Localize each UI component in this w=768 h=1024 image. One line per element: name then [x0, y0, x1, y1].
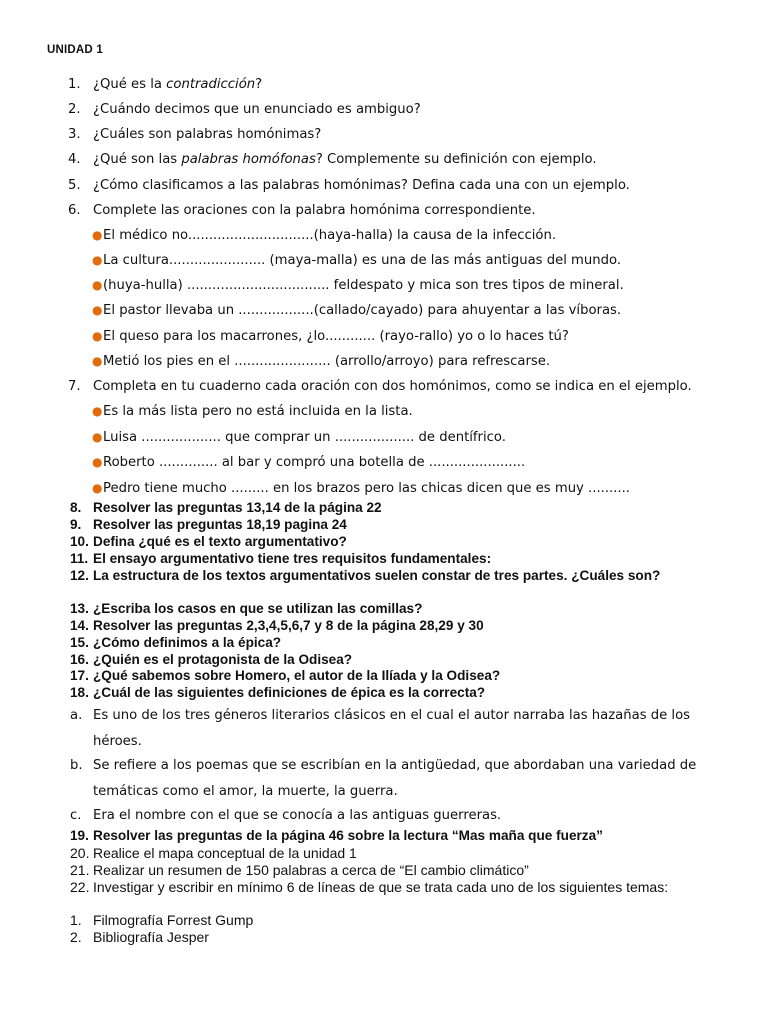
question-number: 12. — [70, 568, 89, 583]
question-text: ¿Escriba los casos en que se utilizan las comillas? — [93, 601, 423, 616]
question-number: 21. — [70, 862, 90, 878]
question-number: 4. — [68, 152, 81, 167]
list-item: ● Metió los pies en el ....................... (arrollo/arroyo) para refrescarse. — [92, 349, 752, 374]
list-item: ● Pedro tiene mucho ......... en los brazos pero las chicas dicen que es muy .......... — [92, 476, 752, 501]
question-text: ¿Cómo clasificamos a las palabras homónimas? Defina cada una con un ejemplo. — [93, 178, 630, 193]
bullet-icon: ● — [92, 404, 103, 418]
bullet-icon: ● — [92, 329, 103, 343]
list-item: ● (huya-hulla) .................................. feldespato y mica son tres tipos de mineral. — [92, 273, 752, 298]
question-number: 1. — [68, 77, 81, 92]
question-5 — [68, 173, 748, 198]
question-number: 20. — [70, 845, 90, 861]
question-2 — [68, 97, 748, 122]
option-letter: b. — [70, 758, 83, 773]
list-item: ● El pastor llevaba un ..................(callado/cayado) para ahuyentar a las víboras. — [92, 298, 752, 323]
question-4 — [68, 147, 748, 172]
question-number: 11. — [70, 551, 89, 566]
question-text: Investigar y escribir en mínimo 6 de líneas de que se trata cada uno de los siguientes temas: — [93, 879, 669, 895]
question-text: ¿Qué son las palabras homófonas? Complemente su definición con ejemplo. — [93, 152, 597, 167]
bullet-icon: ● — [92, 278, 103, 292]
list-item: ● Roberto .............. al bar y compró una botella de ....................... — [92, 450, 752, 475]
question-number: 10. — [70, 534, 89, 549]
question-number: 3. — [68, 127, 81, 142]
question-number: 16. — [70, 652, 89, 667]
list-item: ● La cultura....................... (maya-malla) es una de las más antiguas del mundo. — [92, 248, 752, 273]
topic-number: 1. — [70, 912, 82, 928]
question-3 — [68, 122, 748, 147]
question-text: Complete las oraciones con la palabra homónima correspondiente. — [93, 203, 536, 218]
question-text: ¿Cuándo decimos que un enunciado es ambiguo? — [93, 102, 421, 117]
question-number: 17. — [70, 668, 89, 683]
question-number: 15. — [70, 635, 89, 650]
question-text: El ensayo argumentativo tiene tres requisitos fundamentales: — [93, 551, 492, 566]
question-text: Completa en tu cuaderno cada oración con dos homónimos, como se indica en el ejemplo. — [93, 379, 692, 394]
question-text: ¿Cómo definimos a la épica? — [93, 635, 282, 650]
option-text: Es uno de los tres géneros literarios clásicos en el cual el autor narraba las hazañas de los héroes. — [93, 708, 691, 749]
bullet-icon: ● — [92, 455, 103, 469]
bullet-icon: ● — [92, 430, 103, 444]
question-text: ¿Qué sabemos sobre Homero, el autor de la Ilíada y la Odisea? — [93, 668, 501, 683]
emphasis-term: contradicción — [166, 77, 256, 92]
question-6 — [68, 198, 748, 223]
question-text: Resolver las preguntas 18,19 pagina 24 — [93, 517, 347, 532]
unit-title: UNIDAD 1 — [47, 44, 103, 56]
option-letter: c. — [70, 808, 82, 823]
question-text: Realice el mapa conceptual de la unidad 1 — [93, 845, 357, 861]
question-number: 7. — [68, 379, 81, 394]
question-number: 8. — [70, 500, 82, 515]
question-number: 9. — [70, 517, 82, 532]
question-number: 18. — [70, 685, 89, 700]
question-number: 22. — [70, 879, 90, 895]
question-1 — [68, 72, 748, 97]
question-text: ¿Cuáles son palabras homónimas? — [93, 127, 322, 142]
question-7 — [68, 374, 748, 399]
topic-text: Bibliografía Jesper — [93, 929, 209, 945]
option-text: Era el nombre con el que se conocía a las antiguas guerreras. — [93, 808, 502, 823]
topic-number: 2. — [70, 929, 82, 945]
bullet-icon: ● — [92, 354, 103, 368]
question-text: Resolver las preguntas de la página 46 sobre la lectura “Mas maña que fuerza” — [93, 828, 603, 843]
bullet-icon: ● — [92, 303, 103, 317]
question-text: La estructura de los textos argumentativos suelen constar de tres partes. ¿Cuáles son? — [93, 568, 661, 583]
option-letter: a. — [70, 708, 83, 723]
question-text: ¿Qué es la contradicción? — [93, 77, 263, 92]
list-item: ● Es la más lista pero no está incluida en la lista. — [92, 399, 752, 424]
bullet-icon: ● — [92, 481, 103, 495]
emphasis-term: palabras homófonas — [181, 152, 316, 167]
question-text: Resolver las preguntas 2,3,4,5,6,7 y 8 de la página 28,29 y 30 — [93, 618, 484, 633]
bullet-icon: ● — [92, 228, 103, 242]
question-number: 19. — [70, 828, 89, 843]
option-text: Se refiere a los poemas que se escribían en la antigüedad, que abordaban una variedad de temáticas como el amor, la muerte, la guerra. — [93, 758, 697, 799]
list-item: ● El médico no..............................(haya-halla) la causa de la infección. — [92, 223, 752, 248]
question-number: 13. — [70, 601, 89, 616]
question-number: 2. — [68, 102, 81, 117]
question-number: 14. — [70, 618, 89, 633]
list-item: ● Luisa ................... que comprar un ................... de dentífrico. — [92, 425, 752, 450]
topic-text: Filmografía Forrest Gump — [93, 912, 254, 928]
bullet-icon: ● — [92, 253, 103, 267]
question-text: Defina ¿qué es el texto argumentativo? — [93, 534, 347, 549]
question-text: ¿Quién es el protagonista de la Odisea? — [93, 652, 353, 667]
question-text: Resolver las preguntas 13,14 de la página 22 — [93, 500, 382, 515]
list-item: ● El queso para los macarrones, ¿lo............ (rayo-rallo) yo o lo haces tú? — [92, 324, 752, 349]
question-number: 5. — [68, 178, 81, 193]
question-text: Realizar un resumen de 150 palabras a cerca de “El cambio climático” — [93, 862, 529, 878]
question-number: 6. — [68, 203, 81, 218]
question-text: ¿Cuál de las siguientes definiciones de épica es la correcta? — [93, 685, 486, 700]
